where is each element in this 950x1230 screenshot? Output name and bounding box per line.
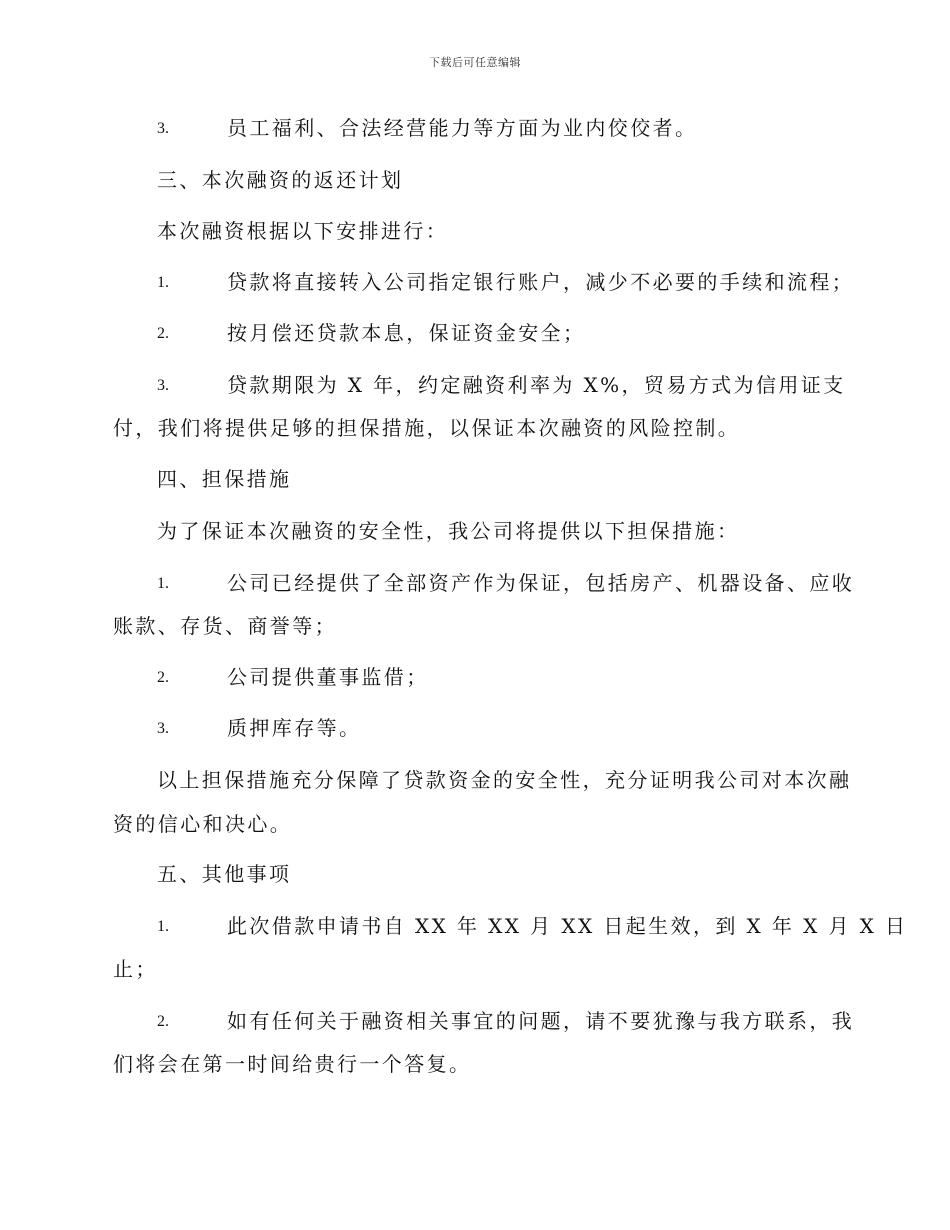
list-number: 2. <box>157 325 169 342</box>
list-number: 3. <box>157 720 169 737</box>
list-number: 3. <box>157 120 169 137</box>
list-number: 1. <box>157 918 169 935</box>
list-item-text: 员工福利、合法经营能力等方面为业内佼佼者。 <box>227 116 698 140</box>
list-number: 2. <box>157 669 169 686</box>
list-item-text-continued: 们将会在第一时间给贵行一个答复。 <box>113 1052 472 1076</box>
list-item-text-continued: 账款、存货、商誉等； <box>113 614 337 638</box>
list-item-text-continued: 付，我们将提供足够的担保措施，以保证本次融资的风险控制。 <box>113 416 741 440</box>
list-item-text: 公司提供董事监借； <box>227 665 429 689</box>
list-number: 1. <box>157 274 169 291</box>
section-heading: 三、本次融资的返还计划 <box>157 168 404 192</box>
section-heading: 四、担保措施 <box>157 467 292 491</box>
paragraph-continued: 资的信心和决心。 <box>113 812 293 836</box>
list-item-text: 质押库存等。 <box>227 716 362 740</box>
list-item-text: 公司已经提供了全部资产作为保证，包括房产、机器设备、应收 <box>227 571 855 595</box>
paragraph: 以上担保措施充分保障了贷款资金的安全性，充分证明我公司对本次融 <box>157 768 852 792</box>
list-item-text: 如有任何关于融资相关事宜的问题，请不要犹豫与我方联系，我 <box>227 1009 855 1033</box>
list-number: 1. <box>157 575 169 592</box>
page-header: 下载后可任意编辑 <box>429 56 521 69</box>
list-item-text-continued: 止； <box>113 957 158 981</box>
list-item-text: 此次借款申请书自 XX 年 XX 月 XX 日起生效，到 X 年 X 月 X 日 <box>227 914 908 938</box>
list-number: 3. <box>157 377 169 394</box>
section-heading: 五、其他事项 <box>157 862 292 886</box>
list-item-text: 贷款将直接转入公司指定银行账户，减少不必要的手续和流程； <box>227 270 855 294</box>
list-number: 2. <box>157 1013 169 1030</box>
list-item-text: 贷款期限为 X 年，约定融资利率为 X%，贸易方式为信用证支 <box>227 373 846 397</box>
paragraph: 本次融资根据以下安排进行： <box>157 219 449 243</box>
paragraph: 为了保证本次融资的安全性，我公司将提供以下担保措施： <box>157 519 740 543</box>
list-item-text: 按月偿还贷款本息，保证资金安全； <box>227 321 586 345</box>
